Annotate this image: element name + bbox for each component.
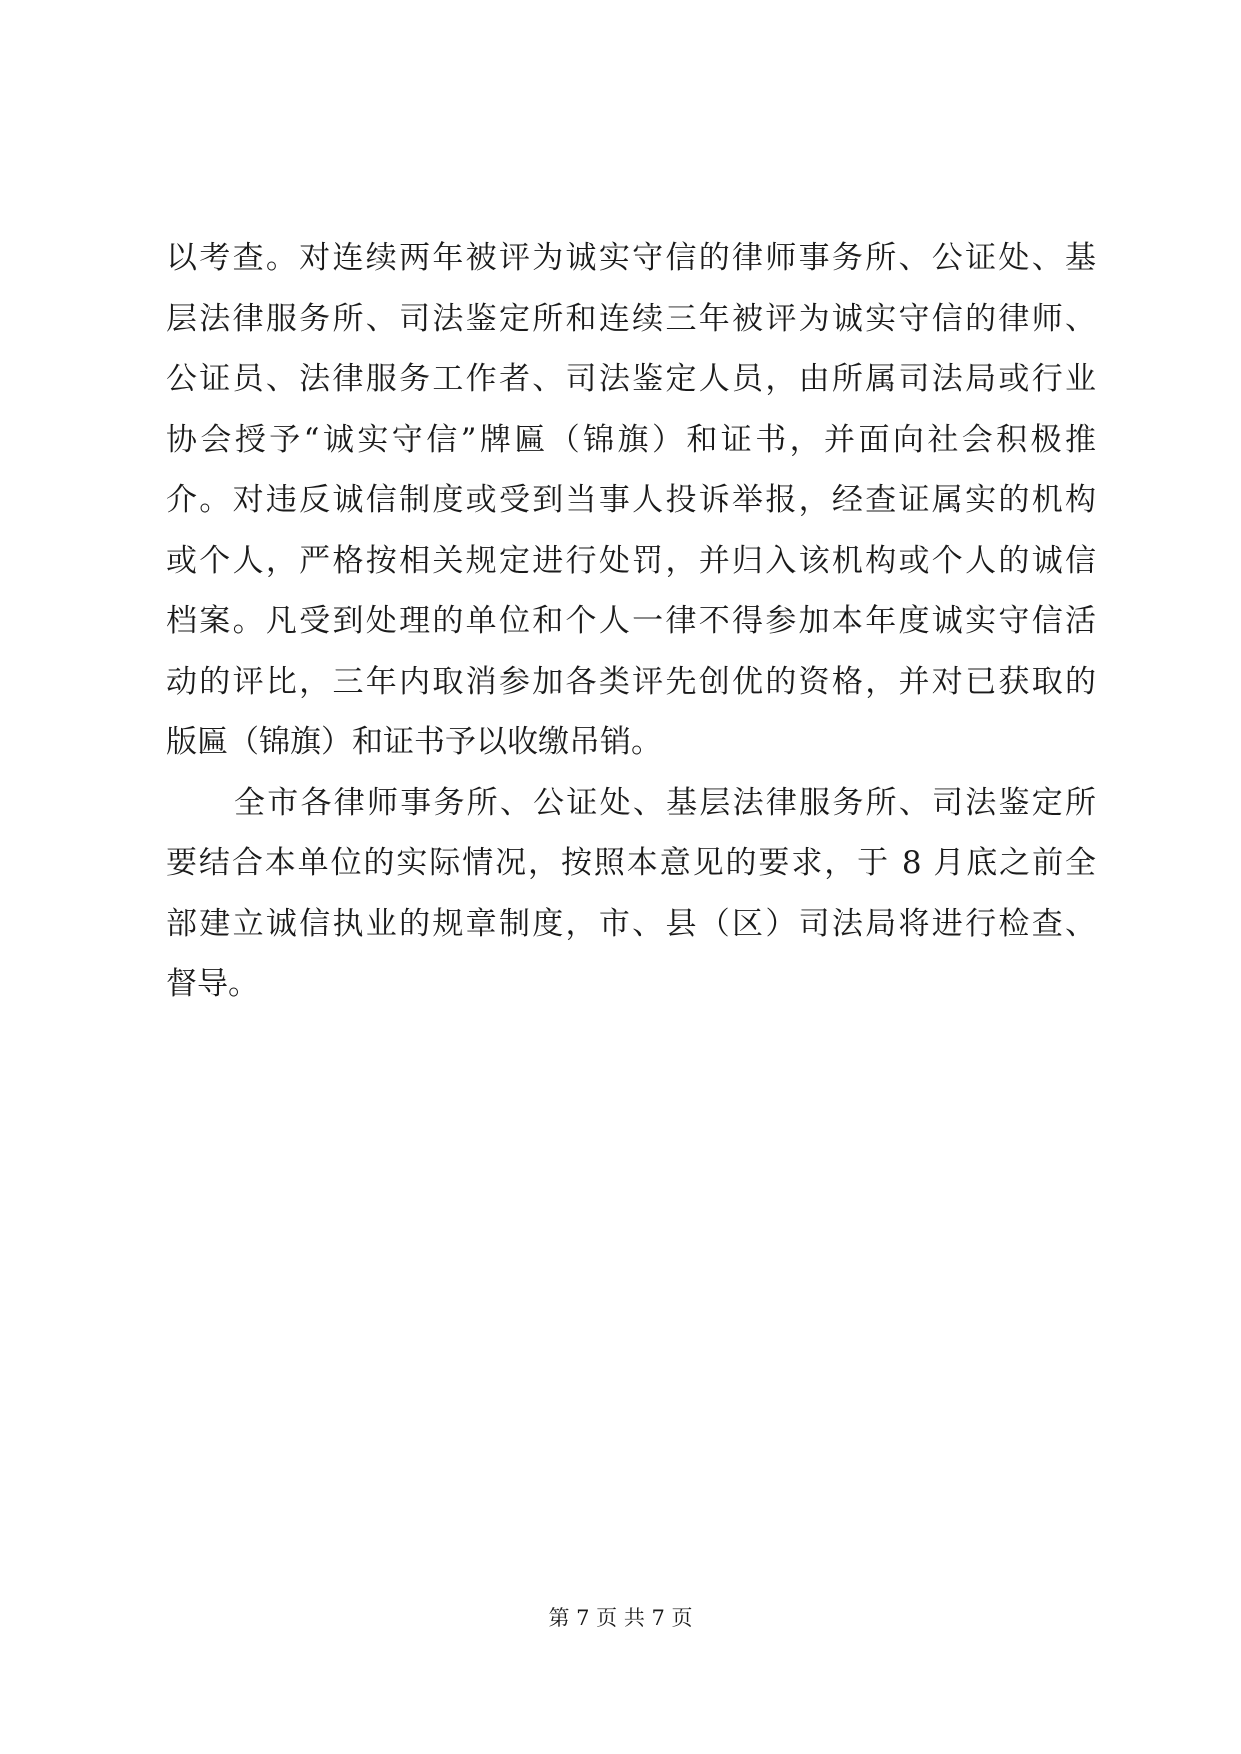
paragraph-2 <box>166 773 1096 1015</box>
text-line: 介。对违反诚信制度或受到当事人投诉举报，经查证属实的机构 <box>166 482 1096 518</box>
text-line: 层法律服务所、司法鉴定所和连续三年被评为诚实守信的律师、 <box>166 300 1096 337</box>
body-text <box>166 228 1096 1015</box>
page-number-footer: 第 7 页 共 7 页 <box>548 1606 693 1630</box>
text-line: 以考查。对连续两年被评为诚实守信的律师事务所、公证处、基 <box>166 240 1096 276</box>
text-line: 版匾（锦旗）和证书予以收缴吊销。 <box>166 724 662 760</box>
text-line: 全市各律师事务所、公证处、基层法律服务所、司法鉴定所 <box>234 784 1096 821</box>
text-line: 要结合本单位的实际情况，按照本意见的要求，于 8 月底之前全 <box>166 845 1096 881</box>
text-line: 督导。 <box>166 966 259 1002</box>
text-line: 公证员、法律服务工作者、司法鉴定人员，由所属司法局或行业 <box>166 361 1096 397</box>
paragraph-1 <box>166 228 1096 773</box>
text-line: 档案。凡受到处理的单位和个人一律不得参加本年度诚实守信活 <box>166 603 1096 639</box>
text-line: 或个人，严格按相关规定进行处罚，并归入该机构或个人的诚信 <box>166 542 1096 579</box>
text-line: 协会授予“诚实守信”牌匾（锦旗）和证书，并面向社会积极推 <box>166 421 1096 458</box>
text-line: 动的评比，三年内取消参加各类评先创优的资格，并对已获取的 <box>166 663 1096 700</box>
text-line: 部建立诚信执业的规章制度，市、县（区）司法局将进行检查、 <box>166 905 1096 942</box>
